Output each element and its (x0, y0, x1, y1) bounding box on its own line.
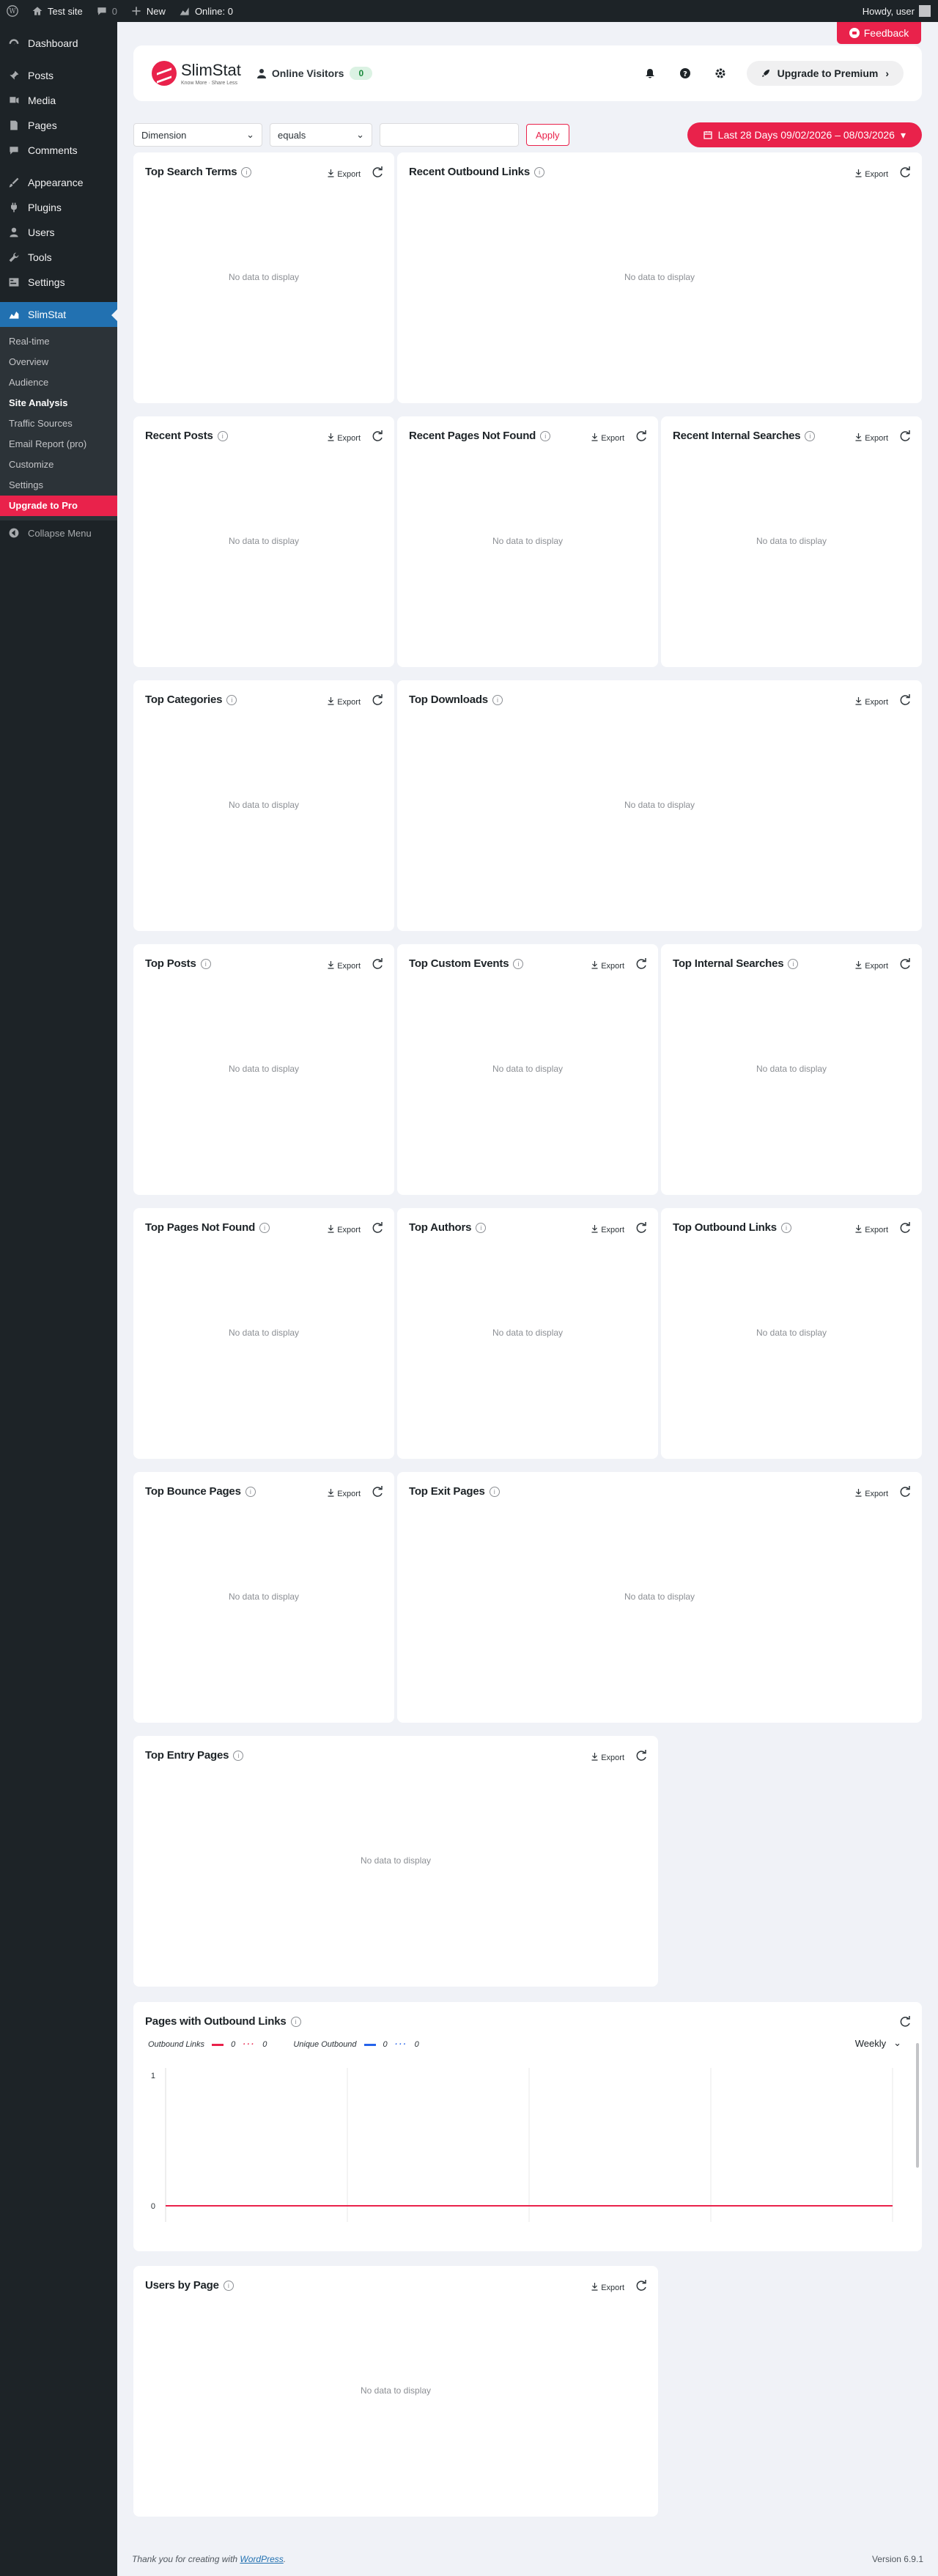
info-icon[interactable]: i (224, 2281, 234, 2291)
sidebar-item-label: Pages (28, 119, 57, 131)
card-title (145, 166, 251, 178)
download-icon (855, 1225, 862, 1235)
submenu-customize[interactable]: Customize (9, 459, 54, 470)
card-title (145, 2279, 234, 2292)
download-icon (591, 961, 598, 971)
export-button[interactable] (328, 1489, 361, 1499)
export-label: Export (865, 169, 888, 179)
slimstat-logo-icon (152, 61, 177, 86)
submenu-overview[interactable]: Overview (9, 356, 49, 367)
refresh-icon[interactable] (635, 1749, 648, 1766)
download-icon (855, 433, 862, 444)
info-icon[interactable]: i (241, 167, 251, 177)
top-posts-card (133, 944, 394, 1195)
card-title (409, 430, 550, 442)
date-range-button[interactable] (687, 122, 922, 147)
dimension-value: Dimension (141, 129, 187, 141)
howdy-label: Howdy, user (862, 5, 915, 17)
new-label: New (146, 5, 166, 17)
collapse-menu-button[interactable] (0, 520, 117, 545)
card-title-text: Top Custom Events (409, 957, 509, 970)
no-data-message: No data to display (492, 1328, 564, 1338)
download-icon (855, 961, 862, 971)
sidebar-item-appearance[interactable] (0, 170, 117, 195)
download-icon (855, 1489, 862, 1499)
top-custom-events-card (397, 944, 658, 1195)
chevron-right-icon: › (885, 67, 889, 79)
comments-count: 0 (111, 5, 117, 17)
export-button[interactable] (591, 1753, 624, 1763)
footer-thanks: Thank you for creating with WordPress. (132, 2554, 287, 2564)
bell-icon[interactable] (644, 67, 656, 79)
avatar (919, 5, 931, 17)
legend-outbound-value: 0 (231, 2040, 236, 2049)
no-data-message: No data to display (624, 1591, 695, 1602)
admin-bar (0, 0, 938, 22)
download-icon (328, 169, 334, 180)
card-title-text: Pages with Outbound Links (145, 2015, 287, 2028)
users-by-page-card (133, 2266, 658, 2517)
period-value: Weekly (854, 2037, 887, 2049)
plugin-icon (7, 201, 21, 214)
card-title-text: Top Outbound Links (673, 1221, 777, 1234)
export-button[interactable] (591, 1225, 624, 1235)
card-title (409, 693, 503, 706)
pages-with-outbound-links-card (133, 2002, 922, 2251)
sidebar-item-label: Tools (28, 251, 52, 263)
no-data-message: No data to display (756, 1064, 827, 1074)
submenu-site-analysis[interactable]: Site Analysis (9, 397, 68, 408)
no-data-message: No data to display (228, 536, 300, 546)
export-button[interactable] (328, 961, 361, 971)
submenu-upgrade-to-pro[interactable]: Upgrade to Pro (0, 496, 117, 516)
card-title (673, 957, 798, 970)
card-title-text: Top Entry Pages (145, 1749, 229, 1762)
export-button[interactable] (855, 961, 888, 971)
no-data-message: No data to display (228, 800, 300, 810)
top-internal-searches-card (661, 944, 922, 1195)
card-title-text: Top Internal Searches (673, 957, 784, 970)
no-data-message: No data to display (492, 536, 564, 546)
info-icon[interactable]: i (805, 431, 815, 441)
refresh-icon[interactable] (898, 430, 912, 446)
y-tick-label: 1 (150, 2072, 155, 2080)
date-range-label: Last 28 Days 09/02/2026 – 08/03/2026 (717, 129, 895, 141)
legend-unique-prev-value: 0 (414, 2040, 419, 2049)
legend-unique-prev-swatch: ··· (394, 2040, 407, 2049)
export-button[interactable] (855, 433, 888, 444)
download-icon (328, 697, 334, 707)
export-button[interactable] (328, 169, 361, 180)
no-data-message: No data to display (228, 1064, 300, 1074)
export-label: Export (337, 961, 361, 971)
footer-thanks-text: Thank you for creating with (132, 2554, 238, 2564)
export-label: Export (601, 1225, 624, 1234)
export-button[interactable] (328, 697, 361, 707)
export-label: Export (865, 1225, 888, 1234)
filter-value-input[interactable] (380, 123, 519, 147)
pages-icon (7, 119, 21, 132)
info-icon[interactable]: i (201, 959, 211, 969)
sidebar-item-users[interactable] (0, 220, 117, 245)
export-button[interactable] (855, 1225, 888, 1235)
info-icon[interactable]: i (534, 167, 544, 177)
caret-down-icon: ▾ (900, 128, 906, 141)
download-icon (328, 961, 334, 971)
info-icon[interactable]: i (490, 1487, 500, 1497)
download-icon (591, 433, 598, 444)
refresh-icon[interactable] (371, 957, 384, 974)
admin-footer (132, 2554, 923, 2564)
card-title-text: Top Pages Not Found (145, 1221, 256, 1234)
refresh-icon[interactable] (898, 1221, 912, 1238)
sidebar-item-dashboard[interactable] (0, 31, 117, 56)
brush-icon (7, 176, 21, 189)
recent-outbound-links-card (397, 152, 922, 403)
export-label: Export (601, 2283, 624, 2292)
card-title-text: Top Authors (409, 1221, 472, 1234)
card-title (145, 1749, 243, 1762)
chevron-down-icon: ⌄ (893, 2037, 901, 2048)
calendar-icon (704, 130, 712, 139)
no-data-message: No data to display (756, 1328, 827, 1338)
refresh-icon[interactable] (635, 957, 648, 974)
download-icon (855, 697, 862, 707)
feedback-button[interactable] (837, 22, 921, 44)
info-icon[interactable]: i (233, 1751, 243, 1761)
legend-unique-value: 0 (383, 2040, 388, 2049)
site-name: Test site (48, 5, 83, 17)
operator-value: equals (278, 129, 306, 141)
info-icon[interactable]: i (476, 1223, 486, 1233)
export-button[interactable] (855, 1489, 888, 1499)
online-visitors-count: 0 (350, 67, 372, 80)
export-button[interactable] (591, 433, 624, 444)
export-label: Export (337, 697, 361, 707)
card-title (145, 1485, 256, 1498)
sidebar-item-comments[interactable] (0, 138, 117, 163)
card-title-text: Recent Posts (145, 430, 213, 442)
export-label: Export (337, 1225, 361, 1234)
top-exit-pages-card (397, 1472, 922, 1723)
user-icon (257, 68, 266, 78)
wrench-icon (7, 251, 21, 264)
rocket-icon (761, 69, 770, 78)
export-button[interactable] (328, 1225, 361, 1235)
help-icon[interactable] (679, 67, 691, 79)
logo-tagline: Know More · Share Less (181, 81, 238, 86)
comments-link[interactable] (89, 0, 124, 22)
svg-text:W: W (9, 8, 16, 16)
export-label: Export (865, 1489, 888, 1498)
submenu-settings[interactable]: Settings (9, 479, 43, 490)
chevron-down-icon: ⌄ (356, 129, 364, 140)
info-icon[interactable]: i (226, 695, 237, 705)
top-bounce-pages-card (133, 1472, 394, 1723)
no-data-message: No data to display (228, 1591, 300, 1602)
feedback-label: Feedback (863, 27, 909, 39)
refresh-icon[interactable] (371, 430, 384, 446)
info-icon[interactable]: i (492, 695, 503, 705)
card-title-text: Top Downloads (409, 693, 488, 706)
refresh-icon[interactable] (635, 430, 648, 446)
download-icon (855, 169, 862, 180)
download-icon (591, 2283, 598, 2293)
download-icon (591, 1753, 598, 1763)
export-button[interactable] (591, 961, 624, 971)
slimstat-chart-icon (7, 308, 21, 321)
legend-outbound-prev-swatch: ··· (243, 2040, 256, 2049)
info-icon[interactable]: i (218, 431, 228, 441)
card-title (409, 957, 523, 970)
card-title-text: Top Search Terms (145, 166, 237, 178)
no-data-message: No data to display (360, 1855, 432, 1866)
export-label: Export (337, 433, 361, 443)
info-icon[interactable]: i (245, 1487, 256, 1497)
sidebar-item-label: SlimStat (28, 309, 67, 320)
info-icon[interactable]: i (291, 2017, 301, 2027)
sidebar-item-label: Dashboard (28, 37, 78, 49)
refresh-icon[interactable] (371, 166, 384, 183)
wordpress-logo-icon[interactable] (0, 0, 25, 22)
refresh-icon[interactable] (898, 693, 912, 710)
legend-outbound-label: Outbound Links (148, 2040, 205, 2049)
recent-posts-card (133, 416, 394, 667)
submenu-real-time[interactable]: Real-time (9, 336, 50, 347)
new-content-link[interactable] (124, 0, 172, 22)
export-button[interactable] (328, 433, 361, 444)
gear-icon[interactable] (714, 67, 726, 79)
sidebar-item-plugins[interactable] (0, 195, 117, 220)
chart-icon (179, 5, 191, 17)
refresh-icon[interactable] (898, 166, 912, 183)
sidebar-item-label: Settings (28, 276, 65, 288)
refresh-icon[interactable] (371, 1221, 384, 1238)
info-icon[interactable]: i (781, 1223, 791, 1233)
refresh-icon[interactable] (371, 693, 384, 710)
submenu-email-report[interactable]: Email Report (pro) (9, 438, 87, 449)
comment-icon (96, 5, 108, 17)
comment-icon (7, 144, 21, 157)
online-label: Online: 0 (194, 5, 233, 17)
card-title (145, 957, 211, 970)
recent-pages-not-found-card (397, 416, 658, 667)
export-label: Export (601, 433, 624, 443)
sidebar-item-label: Posts (28, 70, 54, 81)
logo-name: SlimStat (181, 61, 241, 79)
card-title-text: Top Categories (145, 693, 223, 706)
no-data-message: No data to display (492, 1064, 564, 1074)
sidebar-item-label: Comments (28, 144, 78, 156)
sidebar-item-settings[interactable] (0, 270, 117, 295)
plus-icon (130, 5, 142, 17)
export-label: Export (601, 961, 624, 971)
card-title-text: Recent Pages Not Found (409, 430, 536, 442)
media-icon (7, 94, 21, 107)
no-data-message: No data to display (228, 1328, 300, 1338)
card-title (673, 1221, 791, 1234)
sidebar-item-label: Media (28, 95, 56, 106)
info-icon[interactable]: i (788, 959, 798, 969)
card-title-text: Top Posts (145, 957, 196, 970)
export-button[interactable] (591, 2283, 624, 2293)
top-downloads-card (397, 680, 922, 931)
top-pages-not-found-card (133, 1208, 394, 1459)
export-label: Export (337, 1489, 361, 1498)
upgrade-label: Upgrade to Premium (777, 67, 879, 79)
collapse-label: Collapse Menu (28, 527, 92, 539)
download-icon (328, 1489, 334, 1499)
operator-select[interactable] (270, 123, 372, 147)
card-title-text: Users by Page (145, 2279, 219, 2292)
top-authors-card (397, 1208, 658, 1459)
chart-scrollbar (916, 2043, 919, 2168)
card-title (145, 430, 228, 442)
recent-internal-searches-card (661, 416, 922, 667)
apply-button[interactable]: Apply (526, 124, 569, 146)
chevron-down-icon: ⌄ (246, 129, 254, 140)
wordpress-link[interactable]: WordPress (240, 2554, 284, 2564)
download-icon (328, 433, 334, 444)
online-visitors (257, 67, 372, 80)
card-title-text: Top Exit Pages (409, 1485, 485, 1498)
online-visitors-label: Online Visitors (271, 67, 344, 79)
top-categories-card (133, 680, 394, 931)
refresh-icon[interactable] (371, 1485, 384, 1502)
sidebar-item-label: Plugins (28, 202, 62, 213)
sidebar-item-tools[interactable] (0, 245, 117, 270)
card-title-text: Recent Internal Searches (673, 430, 801, 442)
slimstat-logo[interactable] (152, 61, 241, 86)
dimension-select[interactable] (133, 123, 262, 147)
info-icon[interactable]: i (540, 431, 550, 441)
outbound-links-chart (133, 2002, 922, 2251)
online-link[interactable] (172, 0, 240, 22)
card-title-text: Top Bounce Pages (145, 1485, 241, 1498)
sidebar-item-posts[interactable] (0, 63, 117, 88)
y-tick-label: 0 (150, 2202, 155, 2211)
sidebar-item-media[interactable] (0, 88, 117, 113)
card-title (145, 693, 237, 706)
no-data-message: No data to display (228, 272, 300, 282)
no-data-message: No data to display (624, 272, 695, 282)
export-label: Export (865, 433, 888, 443)
info-icon[interactable]: i (259, 1223, 270, 1233)
sidebar-item-label: Users (28, 227, 55, 238)
card-title-text: Recent Outbound Links (409, 166, 530, 178)
slimstat-header (133, 45, 922, 101)
pin-icon (7, 69, 21, 82)
card-title (409, 1221, 486, 1234)
settings-icon (7, 276, 21, 289)
feedback-icon (849, 28, 860, 38)
user-icon (7, 226, 21, 239)
sidebar-item-label: Appearance (28, 177, 84, 188)
account-menu[interactable] (856, 0, 938, 22)
sidebar-item-pages[interactable] (0, 113, 117, 138)
top-search-terms-card (133, 152, 394, 403)
refresh-icon[interactable] (898, 1485, 912, 1502)
no-data-message: No data to display (756, 536, 827, 546)
card-title (409, 166, 544, 178)
refresh-icon[interactable] (635, 1221, 648, 1238)
card-title (145, 1221, 270, 1234)
legend-outbound-prev-value: 0 (262, 2040, 267, 2049)
svg-text:?: ? (682, 70, 687, 78)
submenu-audience[interactable]: Audience (9, 377, 49, 388)
refresh-icon[interactable] (635, 2279, 648, 2296)
sidebar-item-slimstat[interactable] (0, 302, 117, 327)
export-label: Export (337, 169, 361, 179)
no-data-message: No data to display (624, 800, 695, 810)
home-icon (32, 5, 43, 17)
no-data-message: No data to display (360, 2385, 432, 2396)
filter-bar (133, 122, 922, 147)
export-label: Export (865, 697, 888, 707)
refresh-icon[interactable] (898, 957, 912, 974)
info-icon[interactable]: i (513, 959, 523, 969)
top-entry-pages-card (133, 1736, 658, 1987)
admin-sidebar (0, 22, 117, 2576)
card-title (409, 1485, 500, 1498)
slimstat-submenu (0, 327, 117, 520)
top-outbound-links-card (661, 1208, 922, 1459)
upgrade-to-premium-button[interactable] (747, 61, 904, 86)
download-icon (328, 1225, 334, 1235)
site-name-link[interactable] (25, 0, 89, 22)
card-title (673, 430, 815, 442)
export-button[interactable] (855, 169, 888, 180)
legend-unique-label: Unique Outbound (293, 2040, 357, 2049)
export-button[interactable] (855, 697, 888, 707)
export-label: Export (601, 1753, 624, 1762)
dashboard-icon (7, 37, 21, 50)
submenu-traffic-sources[interactable]: Traffic Sources (9, 418, 73, 429)
download-icon (591, 1225, 598, 1235)
collapse-icon (7, 526, 21, 540)
wp-version: Version 6.9.1 (871, 2554, 923, 2564)
export-label: Export (865, 961, 888, 971)
